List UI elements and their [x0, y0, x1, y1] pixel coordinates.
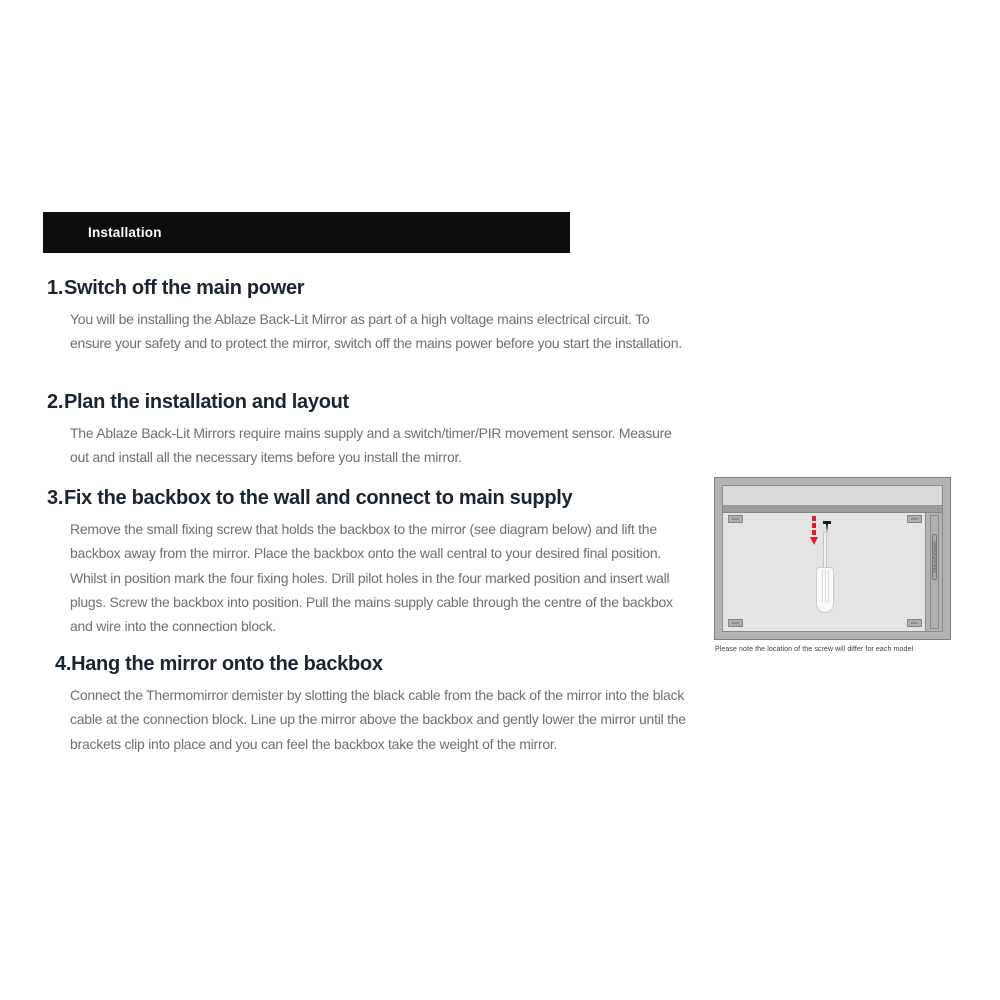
step-2-heading: [43, 390, 693, 414]
fixing-bracket-top-right: [907, 515, 922, 523]
step-4: [43, 652, 693, 756]
step-2: [43, 390, 693, 470]
backbox-frame: [714, 477, 951, 640]
backbox-diagram: [714, 477, 952, 653]
step-1: [43, 276, 693, 356]
diagram-caption: Please note the location of the screw will differ for each model: [715, 646, 914, 653]
backbox-side-channel: [925, 513, 942, 631]
fixing-bracket-bottom-right: [907, 619, 922, 627]
arrow-dash: [812, 516, 816, 521]
step-3-heading: [43, 486, 693, 510]
step-3-title: Fix the backbox to the wall and connect to main supply: [64, 487, 573, 509]
transformer-label: TRANSFORMER: [932, 534, 937, 580]
backbox-interior: [722, 485, 943, 632]
step-2-body: The Ablaze Back-Lit Mirrors require mains supply and a switch/timer/PIR movement sensor. Measure out and install all the necessary items before you install the mirror.: [70, 425, 672, 466]
step-1-number: 1.: [47, 277, 64, 299]
backbox-top-band: [723, 486, 942, 506]
section-header-bar: [43, 212, 570, 253]
step-1-heading: [43, 276, 693, 300]
screwdriver-icon: [815, 522, 835, 617]
step-3-body: Remove the small fixing screw that holds the backbox to the mirror (see diagram below) and lift the backbox away from the mirror. Place the backbox onto the wall central to your desired final position. Whilst in position mark the four fixing holes. Drill pilot holes in the four marked position and insert wall plugs. Screw the backbox into position. Pull the mains supply cable through the centre of the backbox and wire into the connection block.: [70, 521, 673, 635]
step-4-title: Hang the mirror onto the backbox: [71, 653, 383, 675]
step-2-number: 2.: [47, 391, 64, 413]
backbox-top-rail: [723, 506, 942, 513]
fixing-bracket-top-left: [728, 515, 743, 523]
step-1-title: Switch off the main power: [64, 277, 305, 299]
step-1-body: You will be installing the Ablaze Back-Lit Mirror as part of a high voltage mains electrical circuit. To ensure your safety and to protect the mirror, switch off the mains power before you start the installation.: [70, 311, 682, 352]
fixing-bracket-bottom-left: [728, 619, 743, 627]
step-4-heading: [43, 652, 693, 676]
step-3-number: 3.: [47, 487, 64, 509]
section-title: Installation: [88, 225, 162, 240]
step-4-body: Connect the Thermomirror demister by slotting the black cable from the back of the mirror into the black cable at the connection block. Line up the mirror above the backbox and gently lower the mirror until the brackets clip into place and you can feel the backbox take the weight of the mirror.: [70, 687, 686, 752]
step-3: [43, 486, 693, 638]
side-channel-strip: [930, 515, 939, 629]
step-2-title: Plan the installation and layout: [64, 391, 349, 413]
step-4-number: 4.: [55, 653, 72, 675]
